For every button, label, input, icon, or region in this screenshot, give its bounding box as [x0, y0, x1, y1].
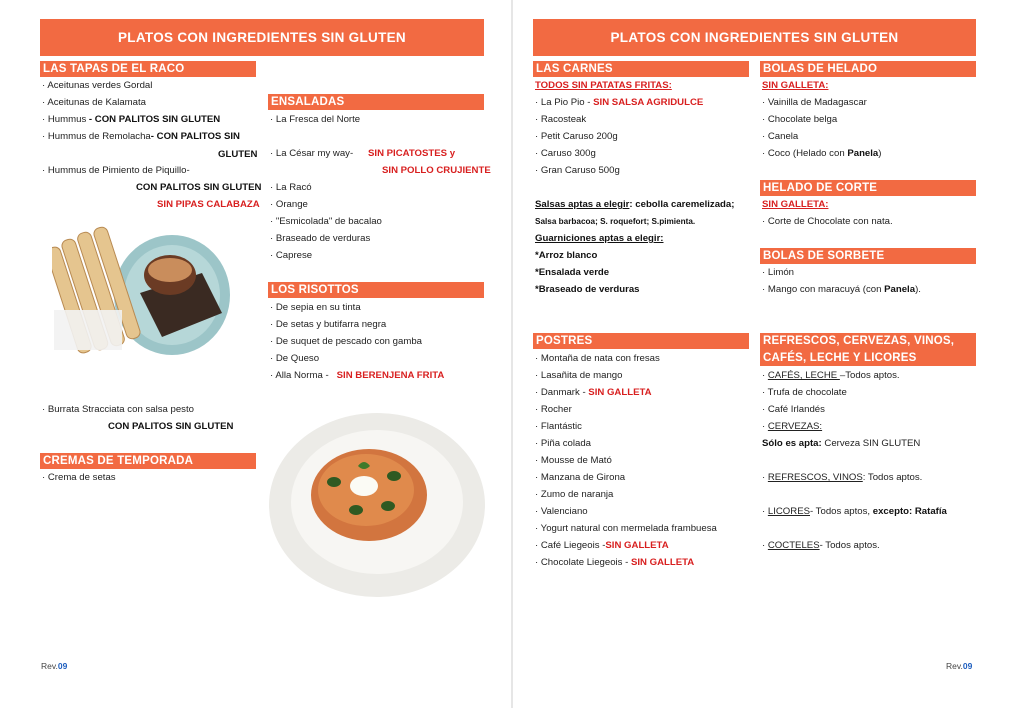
carnes-item: · La Pio Pio - SIN SALSA AGRIDULCE: [535, 97, 704, 108]
left-page: [0, 0, 511, 708]
bebidas-item: Sólo es apta: Cerveza SIN GLUTEN: [762, 438, 921, 449]
ensaladas-item: · Braseado de verduras: [270, 233, 371, 244]
risotto-photo: [266, 410, 488, 600]
hummus-photo: [52, 215, 232, 360]
tapas-item-note: CON PALITOS SIN GLUTEN: [136, 182, 262, 193]
postres-item: · Zumo de naranja: [535, 489, 614, 500]
helado-corte-title: HELADO DE CORTE: [760, 180, 976, 196]
bebidas-item: · CAFÉS, LECHE –Todos aptos.: [762, 370, 900, 381]
tapas-item: · Aceitunas verdes Gordal: [42, 80, 153, 91]
rev-label: Rev.09: [41, 661, 68, 671]
right-banner: PLATOS CON INGREDIENTES SIN GLUTEN: [533, 19, 976, 56]
bebidas-item: · REFRESCOS, VINOS: Todos aptos.: [762, 472, 923, 483]
carnes-item: · Gran Caruso 500g: [535, 165, 620, 176]
helado-item: · Vainilla de Madagascar: [762, 97, 867, 108]
tapas-item-note: CON PALITOS SIN GLUTEN: [108, 421, 234, 432]
postres-item: · Lasañita de mango: [535, 370, 623, 381]
carnes-subtitle: TODOS SIN PATATAS FRITAS:: [535, 80, 672, 91]
bebidas-item: · CERVEZAS:: [762, 421, 823, 432]
helado-item: · Coco (Helado con Panela): [762, 148, 882, 159]
tapas-title: LAS TAPAS DE EL RACO: [40, 61, 256, 77]
guarnicion-item: *Arroz blanco: [535, 250, 598, 261]
guarnicion-item: *Ensalada verde: [535, 267, 610, 278]
postres-item: · Danmark - SIN GALLETA: [535, 387, 652, 398]
ensaladas-note: SIN PICATOSTES y: [368, 148, 456, 159]
rev-label: Rev.09: [946, 661, 973, 671]
risottos-item: · De Queso: [270, 353, 320, 364]
bebidas-item: · Café Irlandés: [762, 404, 825, 415]
ensaladas-note: SIN POLLO CRUJIENTE: [382, 165, 491, 176]
tapas-item-cont: GLUTEN: [218, 149, 258, 160]
postres-item: · Piña colada: [535, 438, 591, 449]
risottos-item: · De sepia en su tinta: [270, 302, 361, 313]
guarniciones-label: Guarniciones aptas a elegir:: [535, 233, 664, 244]
bebidas-item: · LICORES- Todos aptos, excepto: Ratafía: [762, 506, 947, 517]
ensaladas-item: · La Fresca del Norte: [270, 114, 361, 125]
salsas-line2: Salsa barbacoa; S. roquefort; S.pimienta.: [535, 217, 696, 226]
risottos-item: · De suquet de pescado con gamba: [270, 336, 423, 347]
postres-item: · Valenciano: [535, 506, 588, 517]
tapas-item: · Hummus de Remolacha- CON PALITOS SIN: [42, 131, 240, 142]
postres-item: · Rocher: [535, 404, 572, 415]
guarnicion-item: *Braseado de verduras: [535, 284, 640, 295]
tapas-item: · Aceitunas de Kalamata: [42, 97, 146, 108]
cremas-title: CREMAS DE TEMPORADA: [40, 453, 256, 469]
postres-title: POSTRES: [533, 333, 749, 349]
carnes-title: LAS CARNES: [533, 61, 749, 77]
left-banner: PLATOS CON INGREDIENTES SIN GLUTEN: [40, 19, 484, 56]
helado-corte-subtitle: SIN GALLETA:: [762, 199, 829, 210]
sorbete-item: · Mango con maracuyá (con Panela).: [762, 284, 921, 295]
postres-item: · Montaña de nata con fresas: [535, 353, 660, 364]
tapas-item: · Hummus de Pimiento de Piquillo-: [42, 165, 190, 176]
carnes-item: · Caruso 300g: [535, 148, 596, 159]
salsas-line: Salsas aptas a elegir: cebolla caremelizada;: [535, 199, 735, 210]
sorbete-title: BOLAS DE SORBETE: [760, 248, 976, 264]
postres-item: · Café Liegeois -SIN GALLETA: [535, 540, 669, 551]
carnes-item: · Racosteak: [535, 114, 587, 125]
risottos-item: · Alla Norma - SIN BERENJENA FRITA: [270, 370, 445, 381]
ensaladas-item: · Caprese: [270, 250, 313, 261]
risottos-title: LOS RISOTTOS: [268, 282, 484, 298]
cremas-item: · Crema de setas: [42, 472, 116, 483]
bebidas-item: · COCTELES- Todos aptos.: [762, 540, 880, 551]
tapas-item-note: SIN PIPAS CALABAZA: [157, 199, 260, 210]
bebidas-title: REFRESCOS, CERVEZAS, VINOS, CAFÉS, LECHE Y LICORES: [760, 333, 976, 366]
bebidas-item: · Trufa de chocolate: [762, 387, 847, 398]
tapas-item: · Burrata Stracciata con salsa pesto: [42, 404, 194, 415]
helado-item: · Canela: [762, 131, 799, 142]
helado-item: · Chocolate belga: [762, 114, 838, 125]
risottos-item: · De setas y butifarra negra: [270, 319, 387, 330]
helado-bolas-title: BOLAS DE HELADO: [760, 61, 976, 77]
postres-item: · Manzana de Girona: [535, 472, 626, 483]
ensaladas-item: · Orange: [270, 199, 308, 210]
right-page: [513, 0, 1024, 708]
ensaladas-title: ENSALADAS: [268, 94, 484, 110]
postres-item: · Chocolate Liegeois - SIN GALLETA: [535, 557, 695, 568]
tapas-item: · Hummus - CON PALITOS SIN GLUTEN: [42, 114, 221, 125]
postres-item: · Mousse de Mató: [535, 455, 612, 466]
postres-item: · Flantástic: [535, 421, 582, 432]
postres-item: · Yogurt natural con mermelada frambuesa: [535, 523, 717, 534]
ensaladas-item: · "Esmicolada" de bacalao: [270, 216, 382, 227]
helado-corte-item: · Corte de Chocolate con nata.: [762, 216, 893, 227]
ensaladas-item: · La César my way-: [270, 148, 354, 159]
sorbete-item: · Limón: [762, 267, 794, 278]
carnes-item: · Petit Caruso 200g: [535, 131, 618, 142]
helado-bolas-subtitle: SIN GALLETA:: [762, 80, 829, 91]
ensaladas-item: · La Racó: [270, 182, 312, 193]
